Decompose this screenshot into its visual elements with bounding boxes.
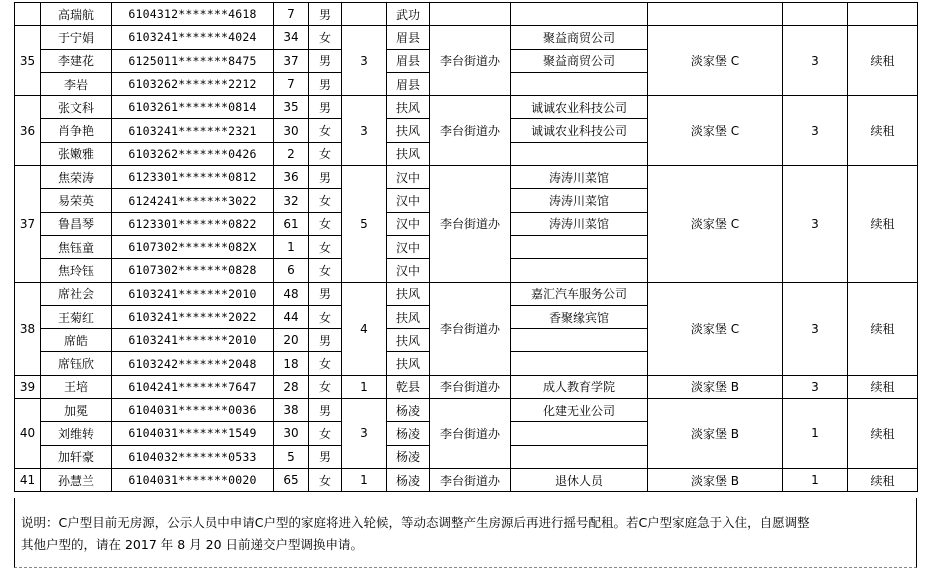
cell-age: 61 [274, 212, 309, 235]
cell-name: 席钰欣 [41, 352, 112, 375]
cell-id: 6123301*******0812 [112, 166, 274, 189]
cell-no: 35 [15, 26, 41, 96]
cell-age: 28 [274, 375, 309, 398]
cell-region: 扶风 [387, 282, 430, 305]
cell-sex: 男 [309, 72, 342, 95]
cell-region: 乾县 [387, 375, 430, 398]
cell-no: 36 [15, 96, 41, 166]
cell-employer: 诚诚农业科技公司 [511, 96, 648, 119]
cell-name: 席皓 [41, 329, 112, 352]
cell-no [15, 3, 41, 26]
cell-employer: 诚诚农业科技公司 [511, 119, 648, 142]
cell-age: 44 [274, 305, 309, 328]
cell-id: 6103242*******2048 [112, 352, 274, 375]
cell-sex: 女 [309, 26, 342, 49]
cell-id: 6103241*******2010 [112, 329, 274, 352]
cell-age: 34 [274, 26, 309, 49]
cell-rooms: 1 [783, 399, 848, 469]
cell-id: 6104031*******0036 [112, 399, 274, 422]
cell-employer [511, 329, 648, 352]
cell-hh: 3 [342, 26, 387, 96]
cell-id: 6104312*******4618 [112, 3, 274, 26]
cell-sex: 女 [309, 189, 342, 212]
cell-community: 淡家堡 C [648, 96, 783, 166]
cell-age: 37 [274, 49, 309, 72]
cell-hh: 1 [342, 468, 387, 491]
cell-id: 6103241*******2321 [112, 119, 274, 142]
cell-community: 淡家堡 B [648, 468, 783, 491]
cell-hh: 3 [342, 96, 387, 166]
cell-age: 30 [274, 119, 309, 142]
cell-employer: 成人教育学院 [511, 375, 648, 398]
cell-region: 眉县 [387, 26, 430, 49]
cell-employer: 香聚缘宾馆 [511, 305, 648, 328]
cell-name: 李岩 [41, 72, 112, 95]
cell-community: 淡家堡 C [648, 282, 783, 375]
cell-employer: 涛涛川菜馆 [511, 189, 648, 212]
cell-region: 汉中 [387, 259, 430, 282]
cell-kind: 续租 [848, 399, 918, 469]
cell-region: 眉县 [387, 49, 430, 72]
cell-no: 38 [15, 282, 41, 375]
cell-name: 孙慧兰 [41, 468, 112, 491]
cell-office: 李台街道办 [430, 375, 511, 398]
cell-age: 5 [274, 445, 309, 468]
cell-sex: 女 [309, 422, 342, 445]
cell-kind: 续租 [848, 96, 918, 166]
cell-region: 扶风 [387, 96, 430, 119]
applicant-table [14, 2, 918, 492]
cell-sex: 女 [309, 212, 342, 235]
cell-employer [511, 235, 648, 258]
cell-sex: 女 [309, 259, 342, 282]
cell-employer [511, 422, 648, 445]
cell-name: 王培 [41, 375, 112, 398]
cell-age: 36 [274, 166, 309, 189]
cell-name: 鲁昌琴 [41, 212, 112, 235]
cell-hh: 1 [342, 375, 387, 398]
table-row [15, 468, 918, 491]
cell-name: 刘维转 [41, 422, 112, 445]
cell-rooms [783, 3, 848, 26]
cell-employer: 嘉汇汽车服务公司 [511, 282, 648, 305]
cell-kind: 续租 [848, 375, 918, 398]
cell-region: 汉中 [387, 189, 430, 212]
cell-employer [511, 352, 648, 375]
cell-rooms: 3 [783, 282, 848, 375]
cell-sex: 女 [309, 235, 342, 258]
cell-id: 6123301*******0822 [112, 212, 274, 235]
cell-id: 6103262*******0426 [112, 142, 274, 165]
cell-employer [511, 445, 648, 468]
cell-name: 张嫩雅 [41, 142, 112, 165]
cell-region: 扶风 [387, 305, 430, 328]
cell-age: 32 [274, 189, 309, 212]
cell-age: 6 [274, 259, 309, 282]
cell-no: 39 [15, 375, 41, 398]
cell-id: 6103262*******2212 [112, 72, 274, 95]
cell-community: 淡家堡 C [648, 166, 783, 282]
cell-age: 7 [274, 3, 309, 26]
cell-name: 肖争艳 [41, 119, 112, 142]
table-row [15, 166, 918, 189]
cell-employer [511, 72, 648, 95]
cell-hh: 4 [342, 282, 387, 375]
cell-sex: 女 [309, 468, 342, 491]
cell-employer: 化建无业公司 [511, 399, 648, 422]
cell-rooms: 1 [783, 468, 848, 491]
cell-id: 6107302*******082X [112, 235, 274, 258]
cell-kind: 续租 [848, 166, 918, 282]
cell-region: 扶风 [387, 329, 430, 352]
cell-name: 李建花 [41, 49, 112, 72]
cell-rooms: 3 [783, 375, 848, 398]
cell-sex: 女 [309, 352, 342, 375]
cell-employer [511, 142, 648, 165]
cell-name: 席社会 [41, 282, 112, 305]
cell-office: 李台街道办 [430, 468, 511, 491]
cell-age: 1 [274, 235, 309, 258]
cell-region: 杨凌 [387, 468, 430, 491]
cell-age: 35 [274, 96, 309, 119]
cell-region: 汉中 [387, 166, 430, 189]
cell-name: 张文科 [41, 96, 112, 119]
cell-employer: 聚益商贸公司 [511, 26, 648, 49]
cell-id: 6104032*******0533 [112, 445, 274, 468]
cell-id: 6125011*******8475 [112, 49, 274, 72]
cell-rooms: 3 [783, 166, 848, 282]
cell-kind: 续租 [848, 282, 918, 375]
cell-rooms: 3 [783, 96, 848, 166]
cell-region: 扶风 [387, 119, 430, 142]
table-row [15, 399, 918, 422]
cell-sex: 男 [309, 445, 342, 468]
cell-age: 7 [274, 72, 309, 95]
cell-kind: 续租 [848, 26, 918, 96]
table-row [15, 26, 918, 49]
cell-sex: 女 [309, 305, 342, 328]
table-body [15, 3, 918, 492]
cell-no: 40 [15, 399, 41, 469]
cell-employer [511, 3, 648, 26]
table-row [15, 282, 918, 305]
cell-age: 2 [274, 142, 309, 165]
table-row [15, 3, 918, 26]
cell-hh: 5 [342, 166, 387, 282]
cell-office: 李台街道办 [430, 26, 511, 96]
cell-sex: 男 [309, 282, 342, 305]
cell-region: 杨凌 [387, 445, 430, 468]
cell-office: 李台街道办 [430, 96, 511, 166]
cell-sex: 男 [309, 49, 342, 72]
cell-name: 王菊红 [41, 305, 112, 328]
cell-sex: 女 [309, 375, 342, 398]
cell-rooms: 3 [783, 26, 848, 96]
cell-employer: 涛涛川菜馆 [511, 166, 648, 189]
note-line-1: 说明：C户型目前无房源，公示人员中申请C户型的家庭将进入轮候，等动态调整产生房源后再进行摇号配租。若C户型家庭急于入住，自愿调整 [21, 515, 810, 530]
cell-name: 焦荣涛 [41, 166, 112, 189]
cell-age: 20 [274, 329, 309, 352]
cell-office: 李台街道办 [430, 282, 511, 375]
cell-region: 汉中 [387, 235, 430, 258]
cell-region: 扶风 [387, 142, 430, 165]
cell-name: 加冕 [41, 399, 112, 422]
cell-community: 淡家堡 B [648, 375, 783, 398]
cell-employer: 退休人员 [511, 468, 648, 491]
cell-sex: 男 [309, 329, 342, 352]
cell-sex: 男 [309, 399, 342, 422]
cell-no: 37 [15, 166, 41, 282]
cell-hh [342, 3, 387, 26]
cell-age: 48 [274, 282, 309, 305]
cell-kind [848, 3, 918, 26]
cell-id: 6104031*******0020 [112, 468, 274, 491]
cell-office: 李台街道办 [430, 166, 511, 282]
cell-region: 武功 [387, 3, 430, 26]
cell-age: 38 [274, 399, 309, 422]
cell-sex: 男 [309, 96, 342, 119]
cell-id: 6103261*******0814 [112, 96, 274, 119]
cell-name: 于宁娟 [41, 26, 112, 49]
cell-hh: 3 [342, 399, 387, 469]
cell-region: 眉县 [387, 72, 430, 95]
cell-community: 淡家堡 B [648, 399, 783, 469]
cell-office [430, 3, 511, 26]
cell-id: 6124241*******3022 [112, 189, 274, 212]
cell-id: 6103241*******2022 [112, 305, 274, 328]
cell-region: 杨凌 [387, 422, 430, 445]
cell-id: 6103241*******2010 [112, 282, 274, 305]
cell-region: 汉中 [387, 212, 430, 235]
cell-office: 李台街道办 [430, 399, 511, 469]
cell-employer [511, 259, 648, 282]
cell-age: 65 [274, 468, 309, 491]
note-line-2: 其他户型的，请在 2017 年 8 月 20 日前递交户型调换申请。 [21, 537, 364, 552]
cell-id: 6104241*******7647 [112, 375, 274, 398]
cell-sex: 女 [309, 119, 342, 142]
cell-name: 焦钰童 [41, 235, 112, 258]
note-box [14, 498, 917, 568]
cell-id: 6107302*******0828 [112, 259, 274, 282]
cell-name: 易荣英 [41, 189, 112, 212]
cell-community [648, 3, 783, 26]
cell-employer: 聚益商贸公司 [511, 49, 648, 72]
cell-id: 6104031*******1549 [112, 422, 274, 445]
cell-sex: 男 [309, 3, 342, 26]
cell-sex: 女 [309, 142, 342, 165]
cell-region: 杨凌 [387, 399, 430, 422]
cell-no: 41 [15, 468, 41, 491]
cell-name: 加轩豪 [41, 445, 112, 468]
cell-employer: 涛涛川菜馆 [511, 212, 648, 235]
cell-region: 扶风 [387, 352, 430, 375]
cell-sex: 男 [309, 166, 342, 189]
cell-age: 30 [274, 422, 309, 445]
cell-name: 高瑞航 [41, 3, 112, 26]
cell-community: 淡家堡 C [648, 26, 783, 96]
table-row [15, 375, 918, 398]
cell-age: 18 [274, 352, 309, 375]
cell-name: 焦玲钰 [41, 259, 112, 282]
cell-id: 6103241*******4024 [112, 26, 274, 49]
table-row [15, 96, 918, 119]
cell-kind: 续租 [848, 468, 918, 491]
